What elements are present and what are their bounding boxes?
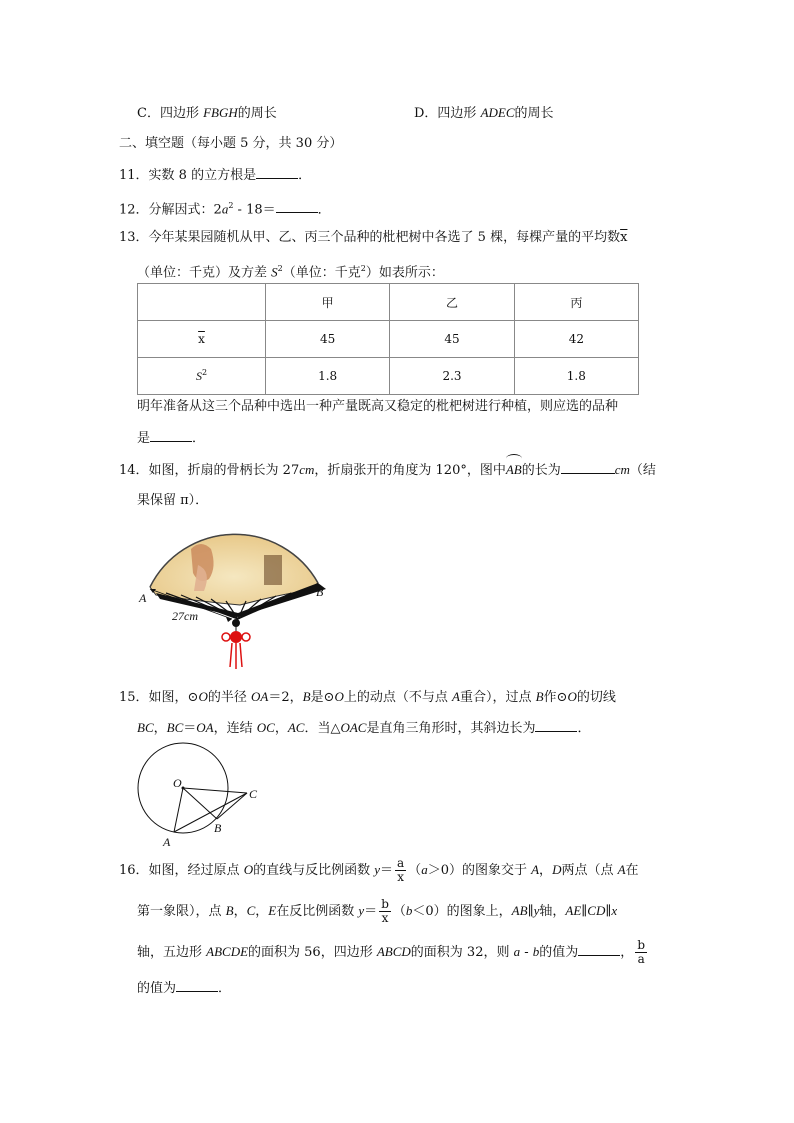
question-16-line3: 轴，五边形 ABCDE的面积为 56，四边形 ABCD的面积为 32，则 a - b的值为 ， $\frac{b}{a}$ bbox=[137, 938, 645, 966]
data-table bbox=[137, 283, 639, 395]
table-cell: 45 bbox=[390, 321, 514, 358]
answer-blank[interactable] bbox=[176, 978, 218, 992]
question-15-line1: 15．如图，⊙O的半径 OA＝2，B是⊙O上的动点（不与点 A重合），过点 B作⊙O的切线 bbox=[119, 689, 616, 705]
table-cell: 甲 bbox=[266, 284, 390, 321]
answer-blank[interactable] bbox=[561, 460, 615, 474]
table-cell: $\overline{x}$ bbox=[138, 321, 266, 358]
circle-label-b: B bbox=[214, 821, 222, 835]
question-13-line3: 明年准备从这三个品种中选出一种产量既高又稳定的枇杷树进行种植，则应选的品种 bbox=[137, 399, 619, 414]
question-14-line2: 果保留 π）． bbox=[137, 493, 209, 508]
circle-label-a: A bbox=[163, 835, 171, 849]
table-cell: 乙 bbox=[390, 284, 514, 321]
answer-blank[interactable] bbox=[276, 199, 318, 213]
question-16-line1: 16．如图，经过原点 O的直线与反比例函数 y＝ $\frac{a}{x}$ （a＞0）的图象交于 A，D两点（点 A在 bbox=[119, 856, 639, 884]
question-13-line1: 13．今年某果园随机从甲、乙、丙三个品种的枇杷树中各选了 5 棵，每棵产量的平均数$\overline{x}$ bbox=[119, 230, 628, 245]
folding-fan-figure bbox=[136, 525, 336, 673]
question-13-line2: （单位：千克）及方差 $S^2$（单位：千克$^2$）如表所示： bbox=[137, 264, 444, 281]
answer-blank[interactable] bbox=[256, 165, 298, 179]
table-header-row bbox=[138, 284, 639, 321]
fraction-a-over-x: $\frac{a}{x}$ bbox=[397, 856, 405, 884]
table-row bbox=[138, 321, 639, 358]
question-14-line1: 14．如图，折扇的骨柄长为 27cm，折扇张开的角度为 120°，图中AB 的长为 cm（结 bbox=[119, 460, 656, 481]
answer-blank[interactable] bbox=[535, 718, 577, 732]
question-13-line4: 是 ． bbox=[137, 428, 205, 449]
table-cell: $S^2$ bbox=[138, 358, 266, 395]
question-16-line2: 第一象限），点 B，C，E在反比例函数 y＝ $\frac{b}{x}$ （b＜0）的图象上，AB∥y轴，AE∥CD∥x bbox=[137, 897, 618, 925]
table-cell: 丙 bbox=[514, 284, 638, 321]
fan-label-a: A bbox=[139, 591, 147, 605]
fan-length-label: 27cm bbox=[172, 609, 198, 623]
table-cell: 1.8 bbox=[514, 358, 638, 395]
fraction-b-over-x: $\frac{b}{x}$ bbox=[381, 897, 389, 925]
question-16-line4: 的值为 ． bbox=[137, 978, 231, 999]
option-d: D．四边形 ADEC的周长 bbox=[414, 105, 554, 121]
section-title: 二、填空题（每小题 5 分，共 30 分） bbox=[119, 136, 343, 151]
fraction-b-over-a: $\frac{b}{a}$ bbox=[637, 938, 645, 966]
arc-ab: AB bbox=[506, 462, 522, 477]
question-15-line2: BC，BC＝OA，连结 OC，AC．当△OAC是直角三角形时，其斜边长为 ． bbox=[137, 720, 591, 736]
answer-blank[interactable] bbox=[150, 428, 192, 442]
answer-blank[interactable] bbox=[578, 942, 620, 956]
question-11: 11．实数 8 的立方根是 ． bbox=[119, 165, 311, 186]
fan-label-b: B bbox=[316, 585, 324, 599]
table-row bbox=[138, 358, 639, 395]
table-cell: 1.8 bbox=[266, 358, 390, 395]
table-cell: 2.3 bbox=[390, 358, 514, 395]
question-12: 12．分解因式：$2a^2 - 18=$ ． bbox=[119, 201, 331, 218]
circle-label-o: O bbox=[173, 776, 182, 790]
option-c: C．四边形 FBGH的周长 bbox=[137, 105, 277, 121]
table-cell: 42 bbox=[514, 321, 638, 358]
circle-label-c: C bbox=[249, 787, 258, 801]
table-cell: 45 bbox=[266, 321, 390, 358]
table-cell bbox=[138, 284, 266, 321]
